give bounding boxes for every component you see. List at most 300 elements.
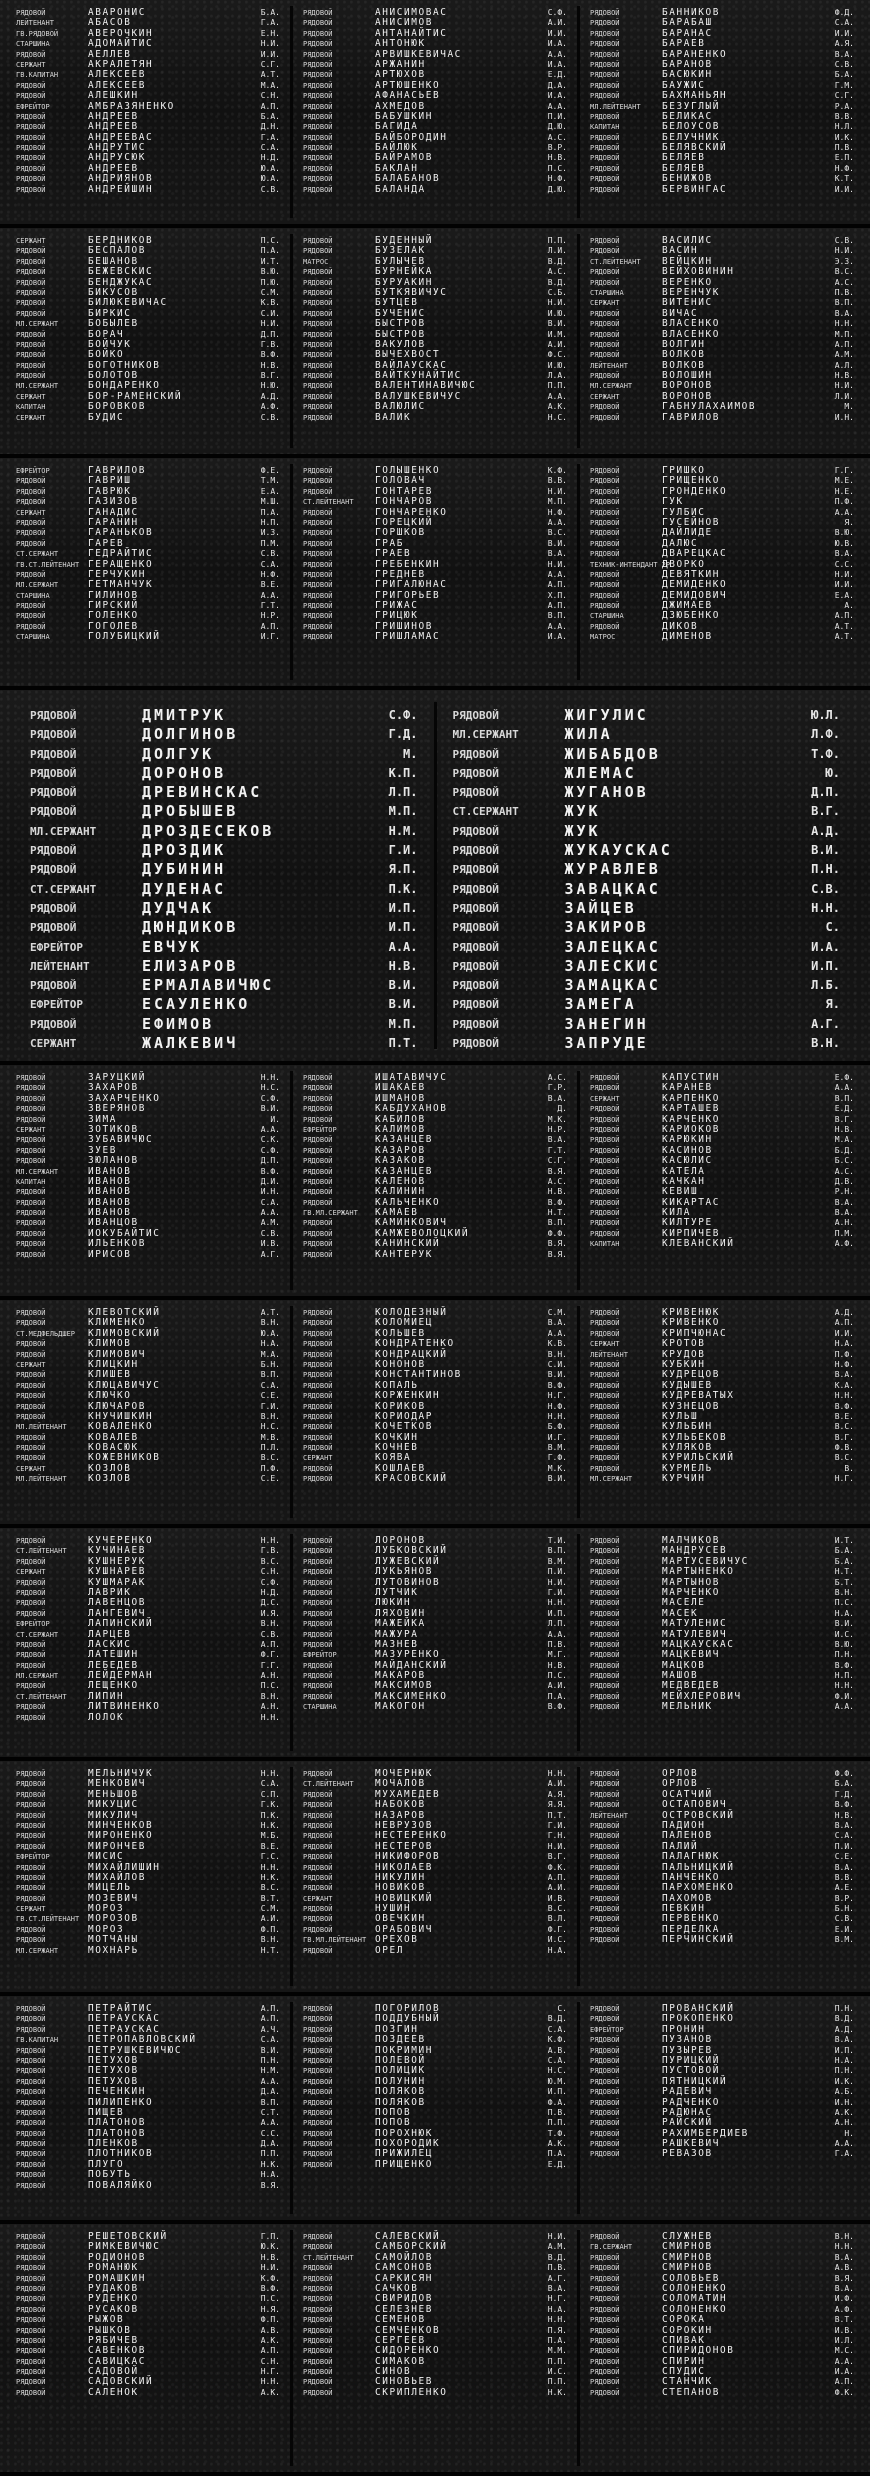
military-rank: РЯДОВОЙ bbox=[303, 539, 333, 548]
surname: ЖИГУЛИС bbox=[564, 706, 649, 724]
initials: Г.И. bbox=[388, 843, 418, 858]
initials: Т.И. bbox=[547, 1536, 567, 1545]
name-entry bbox=[590, 622, 854, 632]
name-column bbox=[293, 2002, 580, 2214]
name-entry bbox=[16, 1229, 280, 1239]
military-rank: РЯДОВОЙ bbox=[16, 2181, 46, 2190]
surname: КЛИМОВИЧ bbox=[88, 1348, 146, 1360]
surname: КАНИНСКИЙ bbox=[375, 1238, 441, 1250]
name-entry bbox=[16, 1619, 280, 1629]
surname: КУРЧИН bbox=[662, 1473, 706, 1485]
initials: А.П. bbox=[260, 621, 280, 631]
initials: А.С. bbox=[547, 1073, 567, 1082]
initials: Д.Ю. bbox=[547, 184, 567, 194]
military-rank: СЕРЖАНТ bbox=[16, 1905, 46, 1914]
name-entry bbox=[590, 1208, 854, 1218]
name-entry bbox=[16, 143, 280, 153]
name-entry bbox=[303, 1925, 567, 1935]
surname: ВАЛЮЛИС bbox=[375, 401, 426, 413]
name-entry bbox=[16, 2346, 280, 2356]
name-entry bbox=[16, 2336, 280, 2346]
name-entry bbox=[16, 2305, 280, 2315]
initials: В.С. bbox=[260, 1453, 280, 1463]
name-entry bbox=[16, 528, 280, 538]
name-entry bbox=[16, 1391, 280, 1401]
surname: КАРТАШЕВ bbox=[662, 1103, 720, 1115]
name-entry bbox=[303, 591, 567, 601]
initials: С.С. bbox=[834, 559, 854, 569]
surname: БЕЛЯЕВ bbox=[662, 162, 706, 174]
name-entry bbox=[453, 841, 841, 860]
military-rank: МЛ.СЕРЖАНТ bbox=[16, 1167, 59, 1176]
name-entry bbox=[16, 1339, 280, 1349]
surname: БЕЛЯВСКИЙ bbox=[662, 142, 728, 154]
initials: И.С. bbox=[834, 1629, 854, 1639]
surname: АНТОНЮК bbox=[375, 38, 426, 50]
military-rank: РЯДОВОЙ bbox=[590, 1547, 620, 1556]
military-rank: РЯДОВОЙ bbox=[590, 40, 620, 49]
name-entry bbox=[590, 361, 854, 371]
surname: БЕЛЯЕВ bbox=[662, 152, 706, 164]
initials: М.Ш. bbox=[260, 497, 280, 507]
surname: КУЧИНАЕВ bbox=[88, 1545, 146, 1557]
military-rank: СТАРШИНА bbox=[16, 591, 50, 600]
surname: ГАБНУЛАХАИМОВ bbox=[662, 401, 757, 413]
name-entry bbox=[590, 1661, 854, 1671]
military-rank: РЯДОВОЙ bbox=[16, 1402, 46, 1411]
surname: ДОРОНОВ bbox=[142, 763, 227, 782]
surname: ПАЛЕНОВ bbox=[662, 1830, 713, 1842]
initials: В.Д. bbox=[547, 277, 567, 287]
initials: Н.Л. bbox=[834, 122, 854, 132]
military-rank: РЯДОВОЙ bbox=[590, 1863, 620, 1872]
military-rank: РЯДОВОЙ bbox=[590, 508, 620, 517]
initials: Н.И. bbox=[547, 298, 567, 308]
military-rank: РЯДОВОЙ bbox=[590, 2036, 620, 2045]
military-rank: РЯДОВОЙ bbox=[16, 2253, 46, 2262]
surname: БОЙЧУК bbox=[88, 338, 132, 350]
initials: К.В. bbox=[260, 298, 280, 308]
surname: РАДЕВИЧ bbox=[662, 2086, 713, 2098]
initials: В.П. bbox=[260, 2097, 280, 2107]
surname: ЗЮЛАНОВ bbox=[88, 1155, 139, 1167]
military-rank: РЯДОВОЙ bbox=[30, 863, 77, 877]
military-rank: РЯДОВОЙ bbox=[16, 1588, 46, 1597]
surname: ГАВРЮК bbox=[88, 485, 132, 497]
initials: С.Е. bbox=[834, 1852, 854, 1862]
military-rank: РЯДОВОЙ bbox=[16, 164, 46, 173]
name-entry bbox=[16, 8, 280, 18]
name-entry bbox=[30, 880, 418, 899]
name-entry bbox=[16, 476, 280, 486]
military-rank: РЯДОВОЙ bbox=[452, 786, 499, 800]
military-rank: РЯДОВОЙ bbox=[590, 278, 620, 287]
military-rank: РЯДОВОЙ bbox=[16, 351, 46, 360]
military-rank: РЯДОВОЙ bbox=[452, 747, 499, 761]
initials: В.Ф. bbox=[834, 1800, 854, 1810]
military-rank: РЯДОВОЙ bbox=[16, 622, 46, 631]
military-rank: РЯДОВОЙ bbox=[16, 278, 46, 287]
initials: А.А. bbox=[388, 939, 418, 954]
surname: МАКАРОВ bbox=[375, 1670, 426, 1682]
name-column bbox=[6, 464, 293, 680]
military-rank: РЯДОВОЙ bbox=[16, 2243, 46, 2252]
military-rank: РЯДОВОЙ bbox=[590, 2015, 620, 2024]
initials: В.С. bbox=[547, 528, 567, 538]
name-entry bbox=[16, 1671, 280, 1681]
initials: М.Г. bbox=[547, 1650, 567, 1660]
initials: И.И. bbox=[834, 580, 854, 590]
name-entry bbox=[16, 1146, 280, 1156]
surname: ПЕТРОПАВЛОВСКИЙ bbox=[88, 2034, 197, 2046]
surname: СПИРИН bbox=[662, 2355, 706, 2367]
surname: РУСАКОВ bbox=[88, 2303, 139, 2315]
name-entry bbox=[590, 122, 854, 132]
name-entry bbox=[16, 632, 280, 642]
initials: М.Е. bbox=[834, 476, 854, 486]
surname: АНДРЕЕВ bbox=[88, 121, 139, 133]
name-entry bbox=[590, 2056, 854, 2066]
name-entry bbox=[303, 1671, 567, 1681]
military-rank: РЯДОВОЙ bbox=[303, 1074, 333, 1082]
surname: МАКОГОН bbox=[375, 1701, 426, 1713]
name-entry bbox=[303, 1661, 567, 1671]
surname: МАСЕЛЕ bbox=[662, 1597, 706, 1609]
surname: ГОЛЫШЕНКО bbox=[375, 465, 441, 476]
surname: КЛИМЕНКО bbox=[88, 1317, 146, 1329]
military-rank: РЯДОВОЙ bbox=[16, 257, 46, 266]
initials: В.Ф. bbox=[834, 1660, 854, 1670]
initials: А.К. bbox=[834, 2107, 854, 2117]
military-rank: РЯДОВОЙ bbox=[16, 498, 46, 507]
name-entry bbox=[16, 1779, 280, 1789]
military-rank: РЯДОВОЙ bbox=[590, 467, 620, 475]
surname: АНДРУТИС bbox=[88, 142, 146, 154]
military-rank: РЯДОВОЙ bbox=[303, 1578, 333, 1587]
initials: Н.Н. bbox=[547, 1411, 567, 1421]
military-rank: РЯДОВОЙ bbox=[590, 1209, 620, 1218]
name-entry bbox=[590, 2139, 854, 2149]
initials: В.Л. bbox=[547, 1914, 567, 1924]
military-rank: РЯДОВОЙ bbox=[590, 1219, 620, 1228]
surname: КУЛЬШ bbox=[662, 1410, 699, 1422]
name-entry bbox=[590, 2046, 854, 2056]
surname: СТАНЧИК bbox=[662, 2376, 713, 2388]
initials: А.А. bbox=[260, 2076, 280, 2086]
initials: Н.Р. bbox=[547, 1124, 567, 1134]
initials: П.Н. bbox=[260, 2055, 280, 2065]
surname: ГОНТАРЕВ bbox=[375, 485, 433, 497]
military-rank: РЯДОВОЙ bbox=[590, 2284, 620, 2293]
surname: НОВИЦКИЙ bbox=[375, 1892, 433, 1904]
initials: Л.И. bbox=[834, 391, 854, 401]
initials: Ф.А. bbox=[547, 2097, 567, 2107]
military-rank: РЯДОВОЙ bbox=[303, 2305, 333, 2314]
military-rank: СТАРШИНА bbox=[590, 288, 624, 297]
surname: РОДИОНОВ bbox=[88, 2251, 146, 2263]
surname: ИВАНЦОВ bbox=[88, 1217, 139, 1229]
initials: А.В. bbox=[834, 2263, 854, 2273]
name-column bbox=[6, 1071, 293, 1290]
name-entry bbox=[16, 560, 280, 570]
military-rank: РЯДОВОЙ bbox=[590, 1936, 620, 1945]
surname: КУРИЛЬСКИЙ bbox=[662, 1452, 735, 1464]
surname: ВЕЙЦКИН bbox=[662, 255, 713, 267]
initials: И.Ю. bbox=[547, 360, 567, 370]
military-rank: РЯДОВОЙ bbox=[303, 123, 333, 132]
surname: МАЦКАУСКАС bbox=[662, 1638, 735, 1650]
surname: БЕЗУГЛЫЙ bbox=[662, 100, 720, 112]
name-entry bbox=[303, 8, 567, 18]
military-rank: РЯДОВОЙ bbox=[452, 979, 499, 993]
name-column bbox=[293, 1534, 580, 1751]
granite-panel bbox=[0, 690, 870, 1065]
initials: Д.С. bbox=[260, 1598, 280, 1608]
name-entry bbox=[590, 1619, 854, 1629]
military-rank: КАПИТАН bbox=[16, 1177, 46, 1186]
military-rank: РЯДОВОЙ bbox=[16, 2378, 46, 2387]
initials: В.Н. bbox=[260, 1691, 280, 1701]
initials: Ф.Д. bbox=[834, 8, 854, 17]
name-entry bbox=[303, 601, 567, 611]
surname: МИНЧЕНКОВ bbox=[88, 1819, 154, 1831]
military-rank: ГВ.СТ.ЛЕЙТЕНАНТ bbox=[16, 560, 80, 569]
surname: ГЕРЧУКИН bbox=[88, 568, 146, 580]
name-entry bbox=[590, 1402, 854, 1412]
initials: Н.Н. bbox=[834, 319, 854, 329]
name-entry bbox=[16, 153, 280, 163]
surname: ЕФИМОВ bbox=[142, 1014, 215, 1033]
initials: А.М. bbox=[547, 2242, 567, 2252]
name-entry bbox=[16, 1831, 280, 1841]
initials: А.Н. bbox=[834, 1218, 854, 1228]
initials: Г.Ф. bbox=[547, 1453, 567, 1463]
name-entry bbox=[16, 2388, 280, 2398]
surname: ГРАБ bbox=[375, 537, 404, 549]
name-entry bbox=[453, 725, 841, 744]
surname: РАХИМБЕРДИЕВ bbox=[662, 2127, 749, 2139]
military-rank: СТАРШИНА bbox=[590, 612, 624, 621]
name-entry bbox=[590, 497, 854, 507]
name-entry bbox=[16, 497, 280, 507]
surname: ИВАНОВ bbox=[88, 1196, 132, 1208]
initials: В.Д. bbox=[547, 2252, 567, 2262]
initials: В.Ф. bbox=[834, 1401, 854, 1411]
name-entry bbox=[303, 2242, 567, 2252]
initials: Т.М. bbox=[260, 476, 280, 486]
initials: А.А. bbox=[547, 517, 567, 527]
initials: С.А. bbox=[260, 559, 280, 569]
military-rank: РЯДОВОЙ bbox=[590, 591, 620, 600]
surname: БУЗЕЛАК bbox=[375, 245, 426, 257]
surname: ГРИШКО bbox=[662, 465, 706, 476]
surname: КРУДОВ bbox=[662, 1348, 706, 1360]
name-entry bbox=[16, 60, 280, 70]
name-entry bbox=[16, 298, 280, 308]
surname: АРЖАНИН bbox=[375, 58, 426, 70]
military-rank: ГВ.МЛ.СЕРЖАНТ bbox=[303, 1209, 358, 1218]
surname: КУЗНЕЦОВ bbox=[662, 1400, 720, 1412]
military-rank: РЯДОВОЙ bbox=[590, 2005, 620, 2013]
name-entry bbox=[590, 1914, 854, 1924]
name-entry bbox=[303, 1609, 567, 1619]
surname: ЖУГАНОВ bbox=[564, 783, 649, 802]
military-rank: РЯДОВОЙ bbox=[590, 498, 620, 507]
military-rank: РЯДОВОЙ bbox=[303, 268, 333, 277]
initials: Н.И. bbox=[834, 569, 854, 579]
military-rank: РЯДОВОЙ bbox=[303, 1842, 333, 1851]
initials: В.И. bbox=[834, 1619, 854, 1629]
initials: И.А. bbox=[811, 939, 840, 954]
initials: П.П. bbox=[547, 236, 567, 245]
initials: И. bbox=[270, 1114, 280, 1124]
surname: МИЦЕЛЬ bbox=[88, 1882, 132, 1894]
surname: МЕЛЬНИЧУК bbox=[88, 1768, 154, 1779]
initials: Н.Ф. bbox=[547, 174, 567, 184]
name-entry bbox=[16, 1894, 280, 1904]
military-rank: МАТРОС bbox=[590, 633, 616, 642]
initials: Ю.А. bbox=[260, 163, 280, 173]
military-rank: РЯДОВОЙ bbox=[590, 154, 620, 163]
name-entry bbox=[16, 1187, 280, 1197]
surname: КАМЖЕВОЛОЦКИЙ bbox=[375, 1227, 470, 1239]
military-rank: РЯДОВОЙ bbox=[303, 487, 333, 496]
military-rank: РЯДОВОЙ bbox=[303, 2357, 333, 2366]
military-rank: СЕРЖАНТ bbox=[303, 1894, 333, 1903]
name-entry bbox=[16, 81, 280, 91]
military-rank: РЯДОВОЙ bbox=[590, 2295, 620, 2304]
initials: В.А. bbox=[547, 2283, 567, 2293]
military-rank: РЯДОВОЙ bbox=[16, 372, 46, 381]
name-column bbox=[6, 1306, 293, 1518]
name-entry bbox=[303, 1914, 567, 1924]
name-entry bbox=[303, 1578, 567, 1588]
surname: КУДРЕЦОВ bbox=[662, 1369, 720, 1381]
surname: КРИПЧЮНАС bbox=[662, 1327, 728, 1339]
military-rank: РЯДОВОЙ bbox=[16, 175, 46, 184]
surname: МОРОЗ bbox=[88, 1923, 125, 1935]
surname: СТЕПАНОВ bbox=[662, 2386, 720, 2398]
initials: Н.И. bbox=[547, 559, 567, 569]
military-rank: РЯДОВОЙ bbox=[303, 2264, 333, 2273]
name-entry bbox=[590, 1339, 854, 1349]
surname: КОЛОМИЕЦ bbox=[375, 1317, 433, 1329]
name-entry bbox=[590, 1800, 854, 1810]
military-rank: РЯДОВОЙ bbox=[16, 144, 46, 153]
initials: Б.Ф. bbox=[547, 1422, 567, 1432]
military-rank: РЯДОВОЙ bbox=[590, 2129, 620, 2138]
name-entry bbox=[303, 1083, 567, 1093]
name-entry bbox=[303, 2014, 567, 2024]
surname: ПЕРЧИНСКИЙ bbox=[662, 1934, 735, 1946]
name-entry bbox=[453, 938, 841, 957]
military-rank: РЯДОВОЙ bbox=[303, 2347, 333, 2356]
name-entry bbox=[303, 1588, 567, 1598]
name-entry bbox=[590, 278, 854, 288]
surname: КАЗАНЦЕВ bbox=[375, 1165, 433, 1177]
military-rank: РЯДОВОЙ bbox=[16, 1801, 46, 1810]
military-rank: РЯДОВОЙ bbox=[30, 747, 77, 761]
name-entry bbox=[303, 1883, 567, 1893]
surname: КУДЫШЕВ bbox=[662, 1379, 713, 1391]
initials: Д.Ю. bbox=[547, 122, 567, 132]
initials: П.А. bbox=[260, 507, 280, 517]
initials: Я. bbox=[844, 517, 854, 527]
initials: Ф.К. bbox=[547, 1862, 567, 1872]
military-rank: РЯДОВОЙ bbox=[16, 2171, 46, 2180]
name-entry bbox=[303, 2274, 567, 2284]
military-rank: РЯДОВОЙ bbox=[16, 1250, 46, 1259]
surname: ЛЕЙДЕРМАН bbox=[88, 1670, 154, 1682]
military-rank: ГВ.КАПИТАН bbox=[16, 2036, 59, 2045]
initials: А.А. bbox=[834, 1702, 854, 1712]
surname: ИОКУБАЙТИС bbox=[88, 1227, 161, 1239]
name-entry bbox=[303, 1863, 567, 1873]
military-rank: РЯДОВОЙ bbox=[303, 1105, 333, 1114]
military-rank: РЯДОВОЙ bbox=[590, 2067, 620, 2076]
initials: С.В. bbox=[260, 184, 280, 194]
surname: АНДРУСЮК bbox=[88, 152, 146, 164]
initials: А.П. bbox=[260, 2346, 280, 2356]
name-entry bbox=[303, 2357, 567, 2367]
name-entry bbox=[590, 1370, 854, 1380]
surname: САДОВСКИЙ bbox=[88, 2376, 154, 2388]
initials: А.А. bbox=[547, 1328, 567, 1338]
initials: А.С. bbox=[547, 1176, 567, 1186]
name-entry bbox=[590, 246, 854, 256]
name-column bbox=[293, 234, 580, 448]
military-rank: КАПИТАН bbox=[590, 1240, 620, 1249]
name-entry bbox=[30, 706, 418, 725]
military-rank: РЯДОВОЙ bbox=[303, 1250, 333, 1259]
initials: И.И. bbox=[547, 28, 567, 38]
name-entry bbox=[303, 466, 567, 476]
surname: КУШНАРЕВ bbox=[88, 1566, 146, 1578]
initials: Н.Я. bbox=[260, 2304, 280, 2314]
surname: ПЕТРУШКЕВИЧЮС bbox=[88, 2044, 183, 2056]
military-rank: РЯДОВОЙ bbox=[590, 1423, 620, 1432]
surname: БАЛАНДА bbox=[375, 183, 426, 195]
surname: ГИРСКИЙ bbox=[88, 600, 139, 612]
name-entry bbox=[303, 1702, 567, 1712]
initials: П.И. bbox=[547, 1567, 567, 1577]
surname: ОРАБОВИЧ bbox=[375, 1923, 433, 1935]
military-rank: МЛ.ЛЕЙТЕНАНТ bbox=[16, 1423, 67, 1432]
surname: ЗАХАРОВ bbox=[88, 1082, 139, 1094]
surname: БАННИКОВ bbox=[662, 7, 720, 18]
name-entry bbox=[303, 1567, 567, 1577]
initials: С.К. bbox=[260, 1135, 280, 1145]
military-rank: ЕФРЕЙТОР bbox=[16, 467, 50, 475]
military-rank: РЯДОВОЙ bbox=[590, 81, 620, 90]
initials: Н.Ф. bbox=[260, 569, 280, 579]
name-entry bbox=[16, 1567, 280, 1577]
military-rank: РЯДОВОЙ bbox=[303, 1801, 333, 1810]
name-entry bbox=[590, 2305, 854, 2315]
name-entry bbox=[590, 632, 854, 642]
military-rank: РЯДОВОЙ bbox=[590, 2305, 620, 2314]
military-rank: МЛ.СЕРЖАНТ bbox=[16, 581, 59, 590]
military-rank: СЕРЖАНТ bbox=[16, 60, 46, 69]
military-rank: РЯДОВОЙ bbox=[16, 2056, 46, 2065]
initials: М.А. bbox=[260, 80, 280, 90]
name-entry bbox=[16, 1167, 280, 1177]
initials: И.Т. bbox=[834, 1536, 854, 1545]
name-entry bbox=[16, 2087, 280, 2097]
initials: П.К. bbox=[388, 881, 418, 896]
initials: Н.Н. bbox=[834, 2242, 854, 2252]
name-entry bbox=[16, 2108, 280, 2118]
